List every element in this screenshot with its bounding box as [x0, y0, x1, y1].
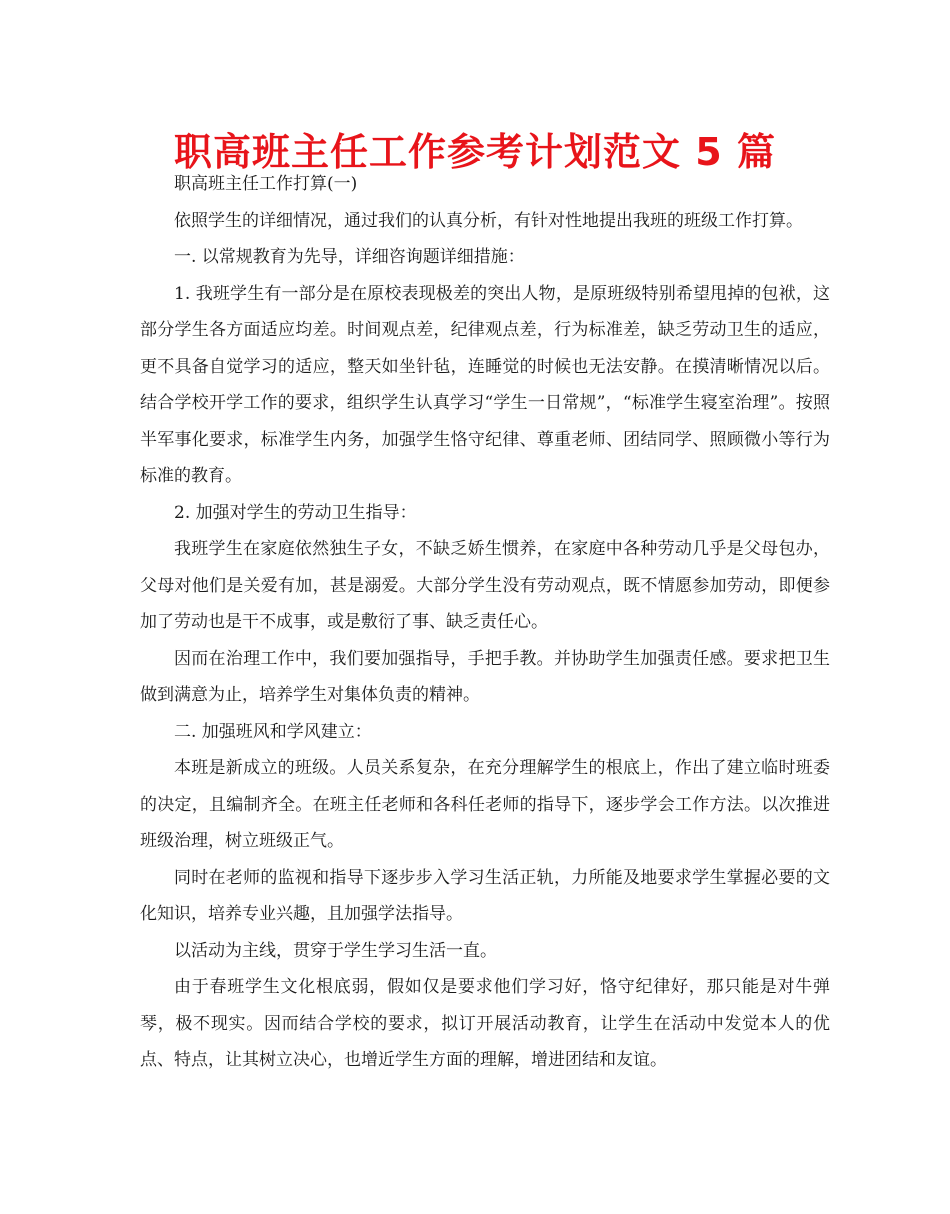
- paragraph: 本班是新成立的班级。人员关系复杂，在充分理解学生的根底上，作出了建立临时班委的决定，且编制齐全。在班主任老师和各科任老师的指导下，逐步学会工作方法。以次推进班级治理，树立班级正气。: [140, 758, 830, 851]
- paragraph: 以活动为主线，贯穿于学生学习生活一直。: [174, 940, 497, 961]
- paragraph: 一. 以常规教育为先导，详细咨询题详细措施：: [174, 247, 525, 267]
- paragraph: 2. 加强对学生的劳动卫生指导：: [174, 502, 417, 523]
- paragraph: 1. 我班学生有一部分是在原校表现极差的突出人物，是原班级特别希望甩掉的包袱，这部分学生各方面适应均差。时间观点差，纪律观点差，行为标准差，缺乏劳动卫生的适应，更不具备自觉学习的适应，整天如坐针毡，连睡觉的时候也无法安静。在摸清晰情况以后。结合学校开学工作的要求，组织学生认真学习“学生一日常规”，“标准学生寝室治理”。按照半军事化要求，标准学生内务，加强学生恪守纪律、尊重老师、团结同学、照顾微小等行为标准的教育。: [140, 283, 830, 486]
- paragraph: 依照学生的详细情况，通过我们的认真分析，有针对性地提出我班的班级工作打算。: [174, 210, 803, 231]
- paragraph: 二. 加强班风和学风建立：: [174, 721, 372, 742]
- paragraph: 同时在老师的监视和指导下逐步步入学习生活正轨，力所能及地要求学生掌握必要的文化知识，培养专业兴趣，且加强学法指导。: [140, 867, 830, 924]
- paragraph: 职高班主任工作打算(一): [174, 174, 358, 194]
- paragraph: 由于春班学生文化根底弱，假如仅是要求他们学习好，恪守纪律好，那只能是对牛弹琴，极不现实。因而结合学校的要求，拟订开展活动教育，让学生在活动中发觉本人的优点、特点，让其树立决心，也增近学生方面的理解，增进团结和友谊。: [140, 977, 830, 1070]
- paragraph: 我班学生在家庭依然独生子女，不缺乏娇生惯养，在家庭中各种劳动几乎是父母包办，父母对他们是关爱有加，甚是溺爱。大部分学生没有劳动观点，既不情愿参加劳动，即便参加了劳动也是干不成事，或是敷衍了事、缺乏责任心。: [140, 539, 830, 632]
- document-title: 职高班主任工作参考计划范文 5 篇: [174, 130, 776, 174]
- paragraph: 因而在治理工作中，我们要加强指导，手把手教。并协助学生加强责任感。要求把卫生做到满意为止，培养学生对集体负责的精神。: [140, 648, 830, 705]
- document-body: [140, 166, 830, 1079]
